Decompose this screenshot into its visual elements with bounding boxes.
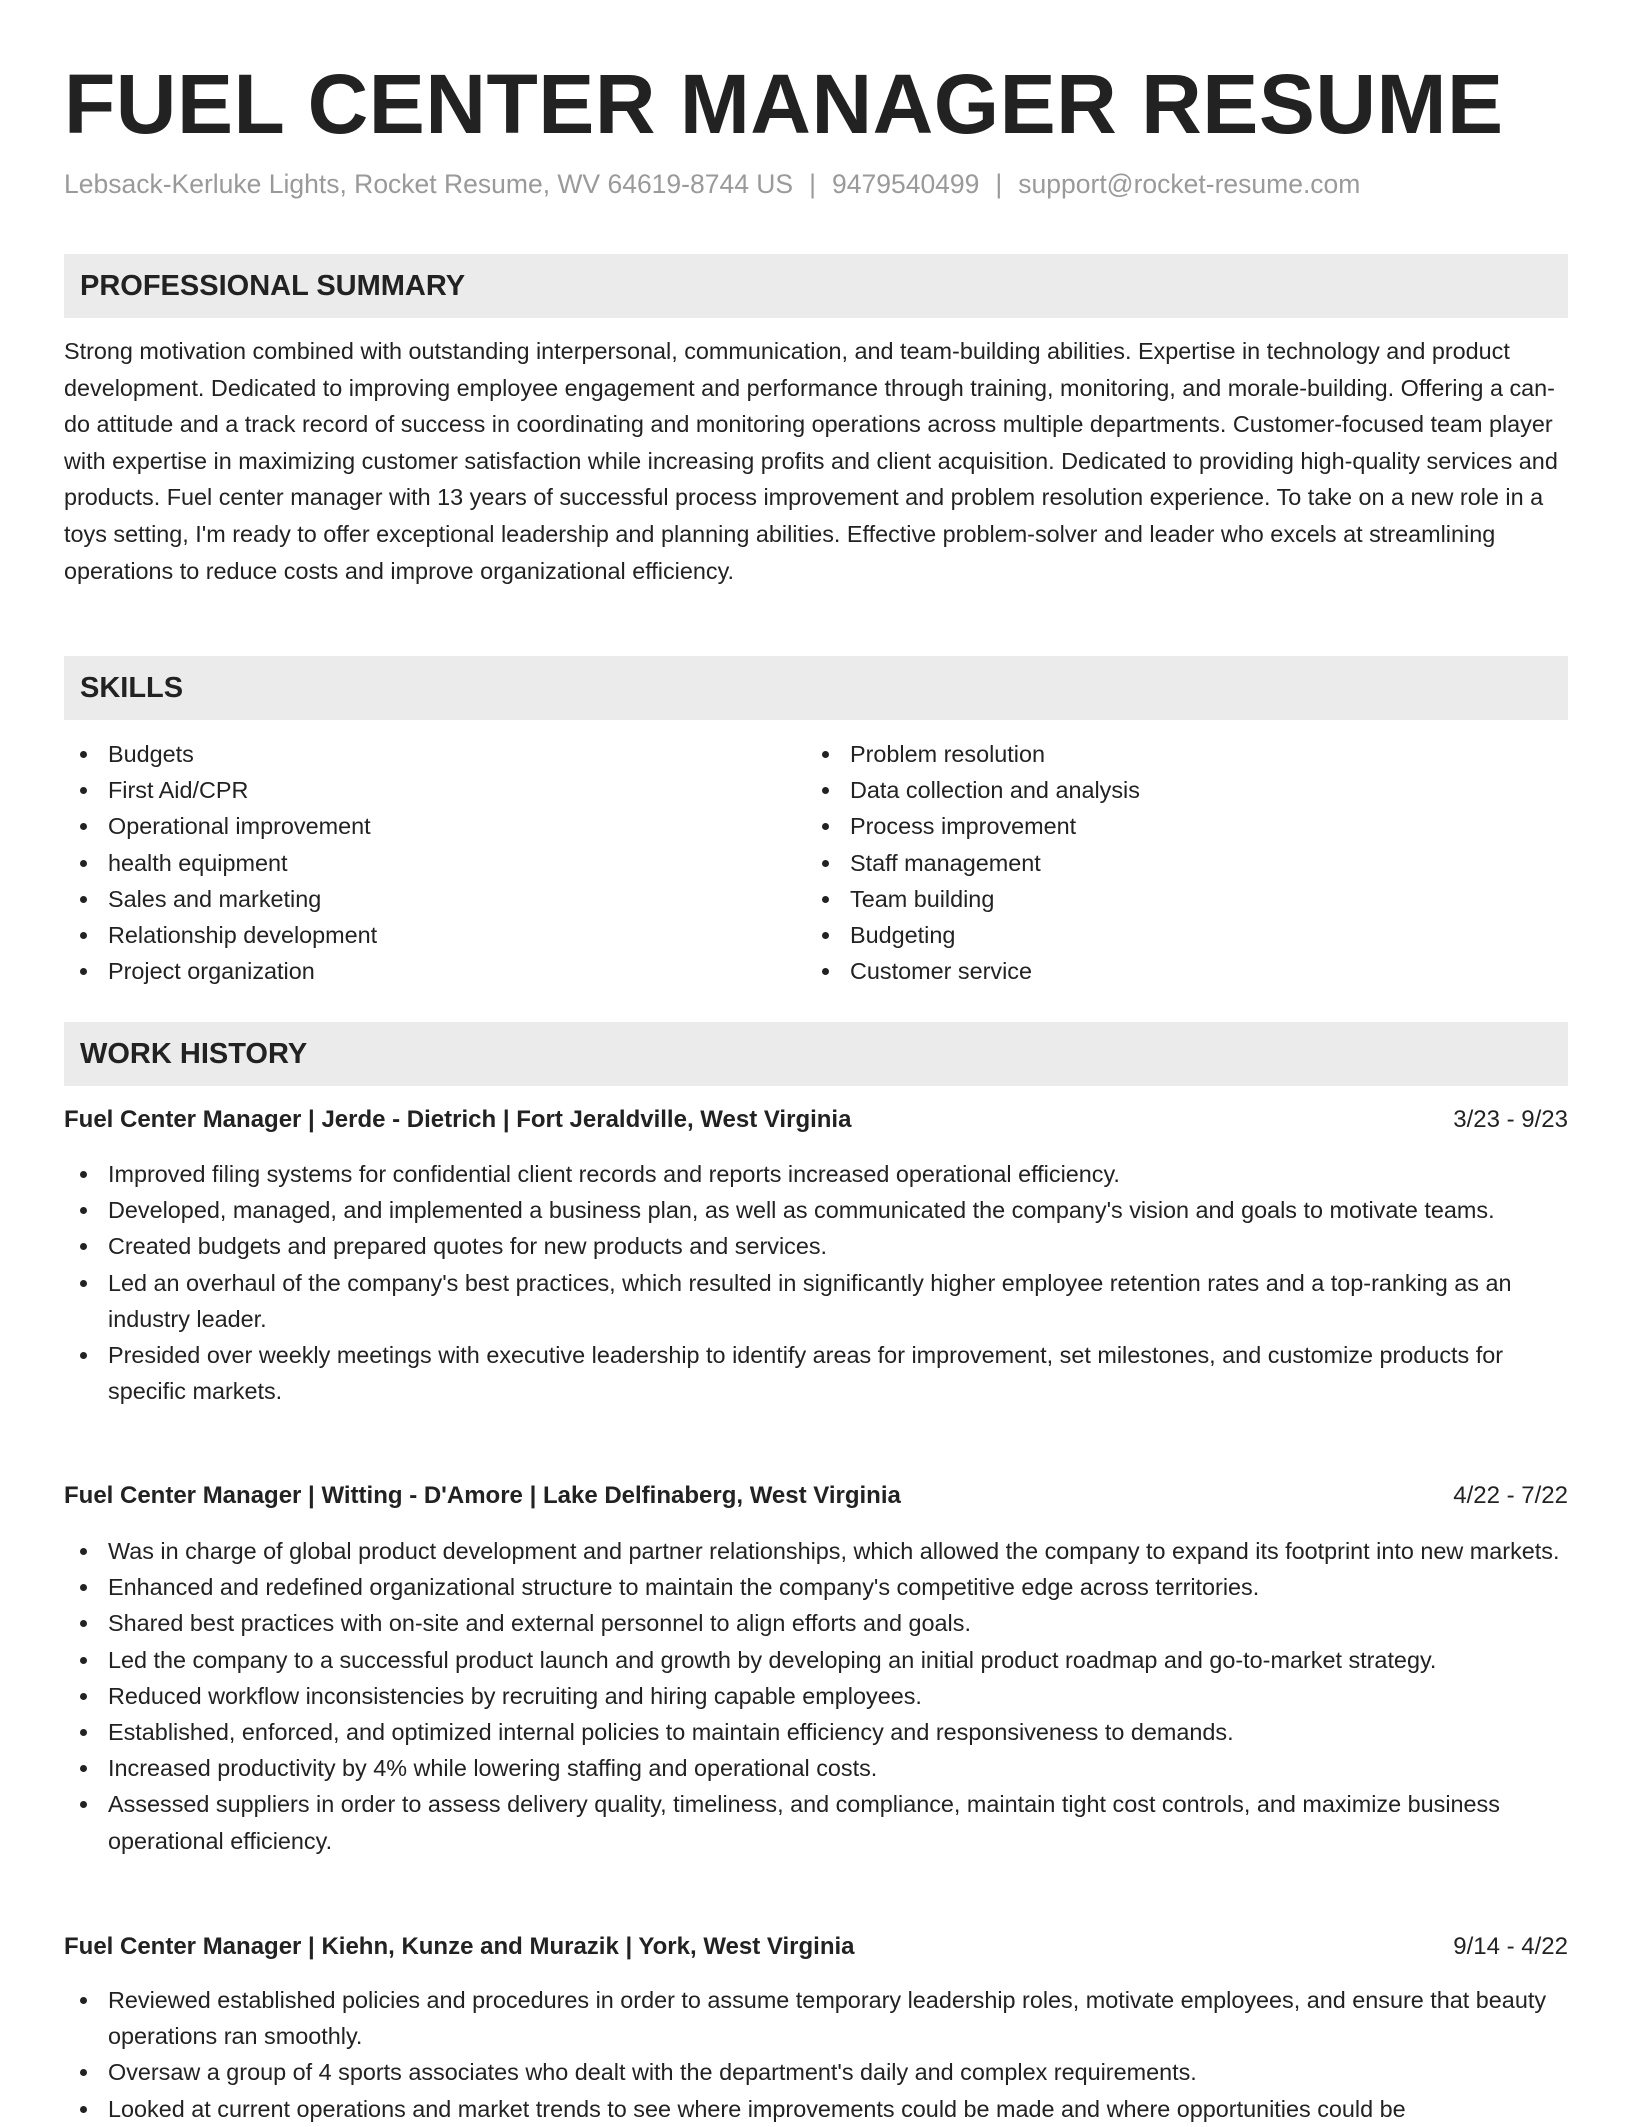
contact-email[interactable]: support@rocket-resume.com [1018, 169, 1361, 199]
skill-item: Project organization [64, 953, 377, 989]
summary-section-header [64, 254, 1568, 318]
skill-item: Relationship development [64, 917, 377, 953]
job-dates: 4/22 - 7/22 [1453, 1482, 1568, 1509]
skill-item: Customer service [806, 953, 1140, 989]
contact-separator: | [995, 169, 1003, 199]
job-bullet: Led the company to a successful product launch and growth by developing an initial product roadmap and go-to-market strategy. [64, 1642, 1568, 1678]
skill-item: Budgeting [806, 917, 1140, 953]
skill-item: Staff management [806, 845, 1140, 881]
job-bullet: Created budgets and prepared quotes for new products and services. [64, 1228, 1568, 1264]
job-bullet: Established, enforced, and optimized internal policies to maintain efficiency and responsiveness to demands. [64, 1714, 1568, 1750]
job-bullet: Shared best practices with on-site and external personnel to align efforts and goals. [64, 1605, 1568, 1641]
skill-item: Team building [806, 881, 1140, 917]
skill-item: health equipment [64, 845, 377, 881]
job-header [64, 1478, 1568, 1514]
job-header [64, 1102, 1568, 1138]
job-bullet: Was in charge of global product development and partner relationships, which allowed the company to expand its footprint into new markets. [64, 1533, 1568, 1569]
job-bullets [64, 1533, 1568, 1859]
job-bullet: Increased productivity by 4% while lowering staffing and operational costs. [64, 1750, 1568, 1786]
skill-item: Budgets [64, 736, 377, 772]
contact-phone: 9479540499 [832, 169, 980, 199]
contact-separator: | [809, 169, 817, 199]
skill-item: Process improvement [806, 808, 1140, 844]
job-bullet: Presided over weekly meetings with executive leadership to identify areas for improvement, set milestones, and customize products for specific markets. [64, 1337, 1568, 1409]
job-bullets [64, 1156, 1568, 1409]
job-title: Fuel Center Manager | Jerde - Dietrich | Fort Jeraldville, West Virginia [64, 1106, 852, 1133]
summary-text: Strong motivation combined with outstanding interpersonal, communication, and team-building abilities. Expertise in technology and product development. Dedicated to improving employee engagement and performance through training, monitoring, and morale-building. Offering a can-do attitude and a track record of success in coordinating and monitoring operations across multiple departments. Customer-focused team player with expertise in maximizing customer satisfaction while increasing profits and client acquisition. Dedicated to providing high-quality services and products. Fuel center manager with 13 years of successful process improvement and problem resolution experience. To take on a new role in a toys setting, I'm ready to offer exceptional leadership and planning abilities. Effective problem-solver and leader who excels at streamlining operations to reduce costs and improve organizational efficiency. [64, 338, 1558, 584]
job-title: Fuel Center Manager | Kiehn, Kunze and Murazik | York, West Virginia [64, 1933, 855, 1960]
resume-title: FUEL CENTER MANAGER RESUME [64, 57, 1504, 151]
job-dates: 9/14 - 4/22 [1453, 1933, 1568, 1960]
skills-list-right [806, 736, 1140, 989]
skill-item: Problem resolution [806, 736, 1140, 772]
job-bullet: Led an overhaul of the company's best practices, which resulted in significantly higher employee retention rates and a top-ranking as an industry leader. [64, 1265, 1568, 1337]
job-bullet: Looked at current operations and market trends to see where improvements could be made and where opportunities could be [64, 2091, 1568, 2127]
skill-item: Data collection and analysis [806, 772, 1140, 808]
job-dates: 3/23 - 9/23 [1453, 1106, 1568, 1133]
job-header [64, 1929, 1568, 1965]
job-bullet: Assessed suppliers in order to assess delivery quality, timeliness, and compliance, maintain tight cost controls, and maximize business operational efficiency. [64, 1786, 1568, 1858]
contact-address: Lebsack-Kerluke Lights, Rocket Resume, WV 64619-8744 US [64, 169, 794, 199]
job-bullet: Oversaw a group of 4 sports associates who dealt with the department's daily and complex requirements. [64, 2054, 1568, 2090]
job-bullet: Reviewed established policies and procedures in order to assume temporary leadership roles, motivate employees, and ensure that beauty operations ran smoothly. [64, 1982, 1568, 2054]
skill-item: First Aid/CPR [64, 772, 377, 808]
work-section-header [64, 1022, 1568, 1086]
job-bullet: Developed, managed, and implemented a business plan, as well as communicated the company's vision and goals to motivate teams. [64, 1192, 1568, 1228]
job-bullets [64, 1982, 1568, 2127]
skill-item: Operational improvement [64, 808, 377, 844]
job-bullet: Enhanced and redefined organizational structure to maintain the company's competitive edge across territories. [64, 1569, 1568, 1605]
job-bullet: Improved filing systems for confidential client records and reports increased operational efficiency. [64, 1156, 1568, 1192]
contact-line [64, 166, 1360, 202]
skills-list-left [64, 736, 377, 989]
job-bullet: Reduced workflow inconsistencies by recruiting and hiring capable employees. [64, 1678, 1568, 1714]
job-title: Fuel Center Manager | Witting - D'Amore | Lake Delfinaberg, West Virginia [64, 1482, 901, 1509]
summary-heading: PROFESSIONAL SUMMARY [80, 270, 466, 302]
skills-section-header [64, 656, 1568, 720]
work-heading: WORK HISTORY [80, 1038, 308, 1070]
skill-item: Sales and marketing [64, 881, 377, 917]
skills-heading: SKILLS [80, 672, 184, 704]
